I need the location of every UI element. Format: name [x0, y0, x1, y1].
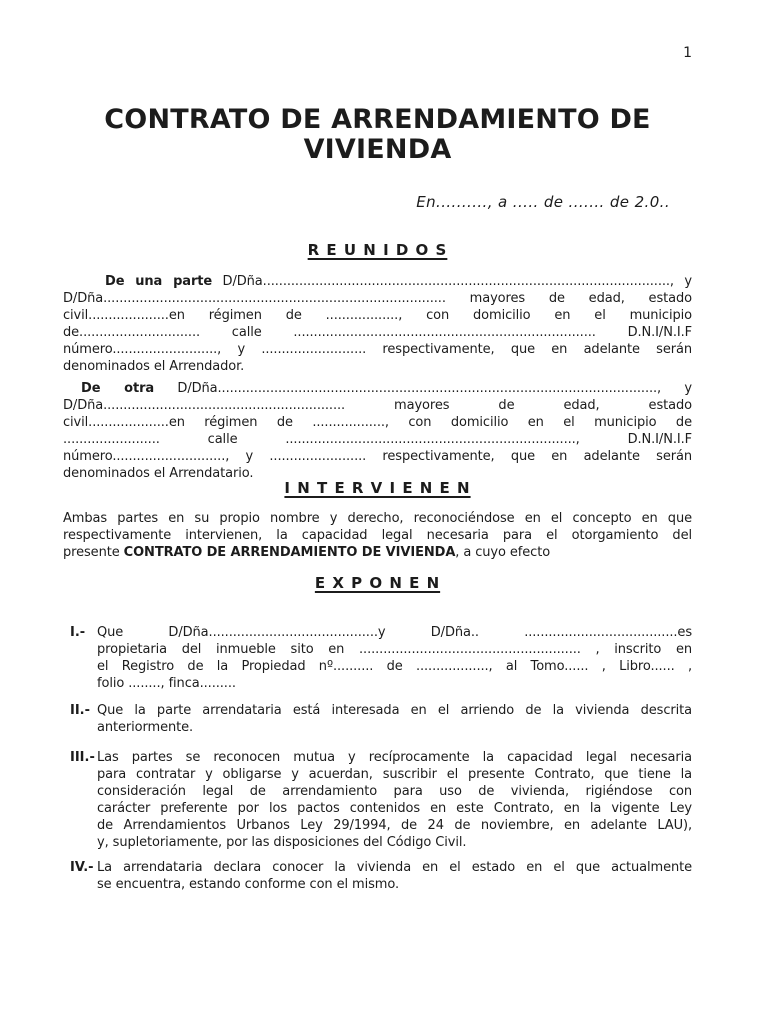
text-line: Que la parte arrendataria está interesada en el arriendo de la vivienda descrita	[97, 703, 692, 718]
text-line: Las partes se reconocen mutua y recíprocamente la capacidad legal necesaria	[97, 750, 692, 765]
text-line: La arrendataria declara conocer la vivienda en el estado en el que actualmente	[97, 860, 692, 875]
text-line: el Registro de la Propiedad nº.......... de .................., al Tomo...... , Libro...... ,	[97, 659, 692, 674]
item-text	[97, 859, 692, 893]
item-marker: III.-	[70, 750, 95, 765]
expone-item-1	[70, 624, 692, 692]
paragraph-intervienen-body	[63, 510, 692, 561]
document-title: CONTRATO DE ARRENDAMIENTO DE VIVIENDA	[104, 104, 651, 165]
text-line: Ambas partes en su propio nombre y derecho, reconociéndose en el concepto en que	[63, 511, 692, 526]
text-line: civil....................en régimen de .................., con domicilio en el municipio de	[63, 415, 692, 430]
date-line: En.........., a ..... de ....... de 2.0..	[416, 193, 670, 211]
item-marker: IV.-	[70, 860, 94, 875]
page-number: 1	[683, 45, 692, 61]
text-line: D/Dña..................................................................................... mayores de edad, estado	[63, 291, 692, 306]
text-line: D/Dña............................................................ mayores de edad, estado	[63, 398, 692, 413]
text-line: denominados el Arrendatario.	[63, 466, 254, 481]
heading-intervienen: I N T E R V I E N E N	[284, 479, 471, 497]
text-line: ........................ calle ........................................................................, D.N.I/N.I.F	[63, 432, 692, 447]
text-line: número.........................., y .......................... respectivamente, que en adelante serán	[63, 342, 692, 357]
text-line: consideración legal de arrendamiento para uso de vivienda, rigiéndose con	[97, 784, 692, 799]
expone-item-2	[70, 702, 692, 736]
paragraph-party-arrendatario	[63, 380, 692, 482]
heading-exponen: E X P O N E N	[314, 574, 441, 592]
heading-reunidos: R E U N I D O S	[307, 241, 448, 259]
item-text	[97, 702, 692, 736]
item-text	[97, 624, 692, 692]
text-line: de.............................. calle ........................................................................... D.N.I/N.I.F	[63, 325, 692, 340]
text-line: denominados el Arrendador.	[63, 359, 245, 374]
text-line: se encuentra, estando conforme con el mismo.	[97, 877, 400, 892]
text-line: De una parte D/Dña....................................................................................................., y	[105, 274, 692, 289]
text-line: y, supletoriamente, por las disposiciones del Código Civil.	[97, 835, 467, 850]
item-text	[97, 749, 692, 851]
text-line: respectivamente intervienen, la capacidad legal necesaria para el otorgamiento del	[63, 528, 692, 543]
text-line: De otra D/Dña............................................................................................................., y	[81, 381, 692, 396]
text-line: folio ........, finca.........	[97, 676, 236, 691]
text-line: de Arrendamientos Urbanos Ley 29/1994, de 24 de noviembre, en adelante LAU),	[97, 818, 692, 833]
text-line: número............................, y ........................ respectivamente, que en adelante serán	[63, 449, 692, 464]
text-line: para contratar y obligarse y acuerdan, suscribir el presente Contrato, que tiene la	[97, 767, 692, 782]
text-line: civil....................en régimen de .................., con domicilio en el municipio	[63, 308, 692, 323]
text-line: carácter preferente por los pactos contenidos en este Contrato, en la vigente Ley	[97, 801, 692, 816]
item-marker: I.-	[70, 625, 86, 640]
text-line: anteriormente.	[97, 720, 194, 735]
text-line: propietaria del inmueble sito en ....................................................... , inscrito en	[97, 642, 692, 657]
expone-item-4	[70, 859, 692, 893]
paragraph-party-arrendador	[63, 273, 692, 375]
expone-item-3	[70, 749, 692, 851]
text-line: Que D/Dña..........................................y D/Dña.. ......................................es	[97, 625, 692, 640]
item-marker: II.-	[70, 703, 91, 718]
text-line: presente CONTRATO DE ARRENDAMIENTO DE VIVIENDA, a cuyo efecto	[63, 545, 551, 560]
